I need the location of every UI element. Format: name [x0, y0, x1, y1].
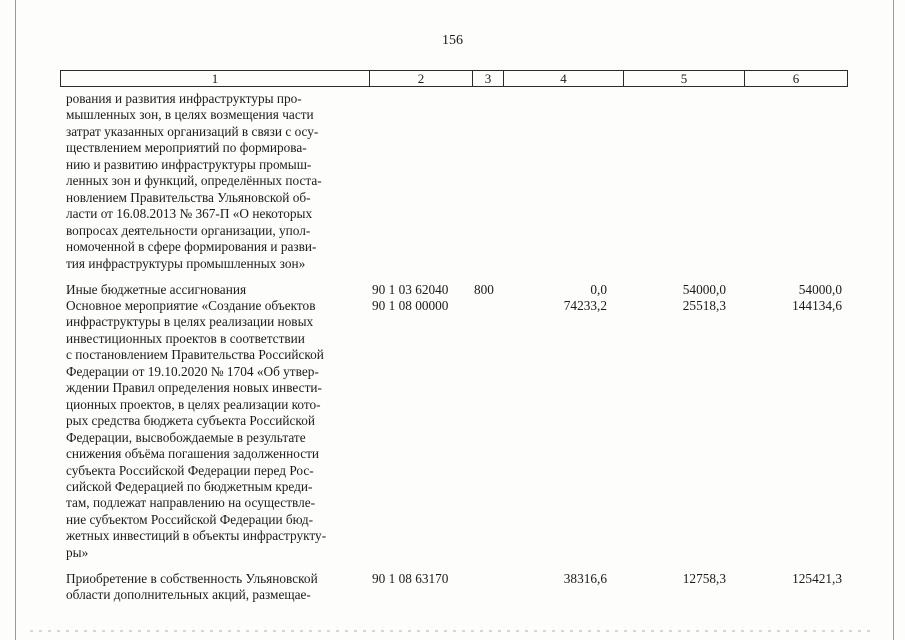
description-line: Основное мероприятие «Создание объектов [66, 298, 316, 313]
description-line: Иные бюджетные ассигнования [66, 282, 247, 297]
description-line: с постановлением Правительства Российской [66, 347, 324, 363]
table-row-description [66, 571, 362, 604]
description-line: ждении Правил определения новых инвести- [66, 380, 322, 396]
amount-col5: 12758,3 [682, 571, 726, 586]
amount-col4: 38316,6 [563, 571, 607, 586]
column-header-6: 6 [792, 71, 800, 86]
scan-bottom-noise [30, 630, 870, 632]
description-line: ленных зон и функций, определённых поста- [66, 173, 322, 189]
description-line: мышленных зон, в целях возмещения части [66, 107, 314, 123]
description-line: рования и развития инфраструктуры про- [66, 91, 302, 106]
table-row-description [66, 298, 362, 561]
column-header-5: 5 [624, 71, 745, 86]
description-line: Федерации, высвобождаемые в результате [66, 429, 306, 445]
table-row-description [66, 282, 362, 298]
description-line: инвестиционных проектов в соответствии [66, 330, 305, 346]
column-header-2: 2 [370, 71, 473, 86]
description-line: затрат указанных организаций в связи с осу- [66, 123, 319, 139]
budget-code: 90 1 03 62040 [372, 282, 449, 297]
amount-col6: 54000,0 [798, 282, 842, 297]
description-line: рых средства бюджета субъекта Российской [66, 413, 315, 429]
description-line: Приобретение в собственность Ульяновской [66, 571, 318, 586]
description-line: ционных проектов, в целях реализации кото- [66, 396, 321, 412]
table-header-row [60, 70, 848, 87]
description-line: ществлением мероприятий по формирова- [66, 140, 307, 156]
budget-code: 90 1 08 00000 [372, 298, 449, 313]
amount-col4: 0,0 [590, 282, 607, 297]
description-line: номоченной в сфере формирования и разви- [66, 239, 317, 255]
amount-col5: 54000,0 [682, 282, 726, 297]
column-header-4: 4 [504, 71, 624, 86]
description-line: ласти от 16.08.2013 № 367-П «О некоторых [66, 206, 313, 222]
column-header-3: 3 [473, 71, 504, 86]
description-line: субъекта Российской Федерации перед Рос- [66, 462, 314, 478]
description-line: инфраструктуры в целях реализации новых [66, 314, 314, 330]
description-line: жетных инвестиций в объекты инфраструкту- [66, 528, 327, 544]
page-number: 156 [442, 33, 463, 48]
description-line: сийской Федерацией по бюджетным креди- [66, 478, 313, 494]
amount-col6: 144134,6 [792, 298, 842, 313]
description-line: вопросах деятельности организации, упол- [66, 222, 311, 238]
amount-col6: 125421,3 [792, 571, 842, 586]
expense-type: 800 [474, 282, 494, 297]
budget-code: 90 1 08 63170 [372, 571, 449, 586]
scan-edge-left [15, 0, 16, 640]
description-line: тия инфраструктуры промышленных зон» [66, 255, 306, 271]
scan-edge-right [893, 0, 894, 640]
description-line: области дополнительных акций, размещае- [66, 587, 311, 603]
amount-col4: 74233,2 [563, 298, 607, 313]
description-line: Федерации от 19.10.2020 № 1704 «Об утвер- [66, 363, 319, 379]
description-line: снижения объёма погашения задолженности [66, 446, 320, 462]
column-header-1: 1 [61, 71, 370, 86]
table-row-description [66, 91, 362, 272]
description-line: нию и развитию инфраструктуры промыш- [66, 156, 312, 172]
description-line: там, подлежат направлению на осуществле- [66, 495, 316, 511]
description-line: ры» [66, 544, 89, 560]
description-line: ние субъектом Российской Федерации бюд- [66, 511, 314, 527]
amount-col5: 25518,3 [682, 298, 726, 313]
description-line: новлением Правительства Ульяновской об- [66, 189, 311, 205]
